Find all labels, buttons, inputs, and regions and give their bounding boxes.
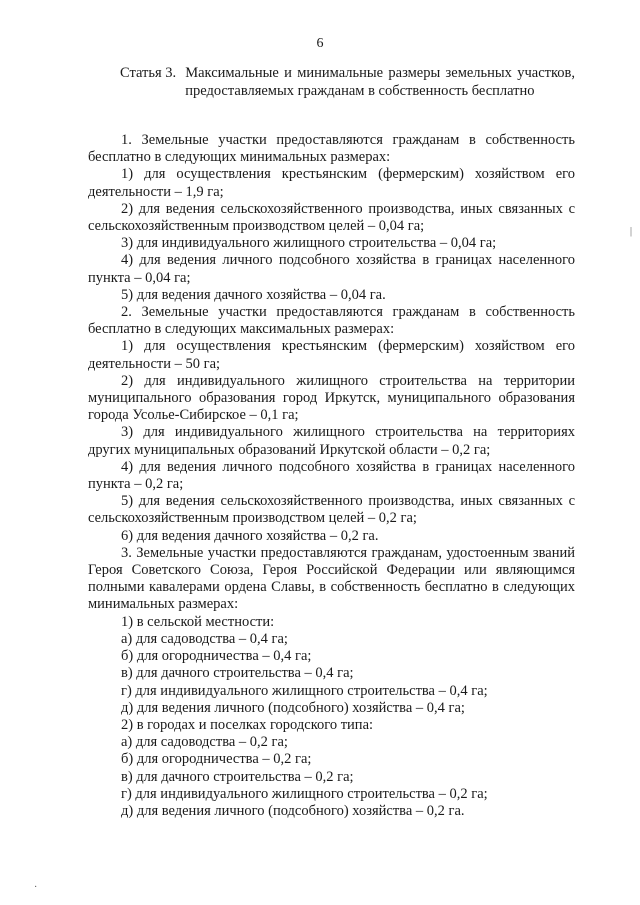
- article-title: Максимальные и минимальные размеры земельных участков, предоставляемых гражданам в собственность бесплатно: [185, 65, 575, 99]
- list-item: 5) для ведения дачного хозяйства – 0,04 га.: [121, 286, 386, 303]
- list-item: 1) для осуществления крестьянским (фермерским) хозяйством его деятельности – 50 га;: [88, 338, 575, 372]
- list-item: а) для садоводства – 0,4 га;: [121, 630, 288, 647]
- article-heading: [120, 64, 575, 100]
- list-item: 5) для ведения сельскохозяйственного производства, иных связанных с сельскохозяйственным производством целей – 0,2 га;: [88, 493, 575, 527]
- list-item: 4) для ведения личного подсобного хозяйства в границах населенного пункта – 0,2 га;: [88, 458, 575, 493]
- list-item: 2) в городах и поселках городского типа:: [121, 716, 374, 733]
- list-item: 3) для индивидуального жилищного строительства – 0,04 га;: [121, 235, 497, 252]
- list-item: г) для индивидуального жилищного строительства – 0,4 га;: [121, 682, 488, 699]
- list-item: 4) для ведения личного подсобного хозяйства в границах населенного пункта – 0,04 га;: [88, 252, 575, 286]
- article-label: Статья 3.: [120, 65, 177, 81]
- list-item: 2) для ведения сельскохозяйственного производства, иных связанных с сельскохозяйственным производством целей – 0,04 га;: [88, 200, 575, 235]
- paragraph: 1. Земельные участки предоставляются гражданам в собственность бесплатно в следующих минимальных размерах:: [88, 132, 575, 166]
- paragraph: 2. Земельные участки предоставляются гражданам в собственность бесплатно в следующих максимальных размерах:: [88, 304, 575, 338]
- scan-mark: |: [630, 226, 633, 237]
- list-item: б) для огородничества – 0,4 га;: [121, 648, 312, 665]
- list-item: а) для садоводства – 0,2 га;: [121, 734, 288, 751]
- list-item: в) для дачного строительства – 0,2 га;: [121, 768, 354, 785]
- list-item: д) для ведения личного (подсобного) хозяйства – 0,4 га;: [121, 699, 465, 716]
- list-item: 6) для ведения дачного хозяйства – 0,2 га.: [121, 527, 379, 544]
- paragraph: 3. Земельные участки предоставляются гражданам, удостоенным званий Героя Советского Союза, Героя Российской Федерации или являющимся полными кавалерами ордена Славы, в собственность бесплатно в следующих минимальных размерах:: [88, 544, 575, 613]
- list-item: 3) для индивидуального жилищного строительства на территориях других муниципальных образований Иркутской области – 0,2 га;: [88, 424, 575, 458]
- page-number: 6: [316, 36, 324, 51]
- document-body: [88, 132, 575, 820]
- list-item: б) для огородничества – 0,2 га;: [121, 751, 312, 768]
- list-item: 1) для осуществления крестьянским (фермерским) хозяйством его деятельности – 1,9 га;: [88, 166, 575, 200]
- list-item: 1) в сельской местности:: [121, 613, 275, 630]
- list-item: д) для ведения личного (подсобного) хозяйства – 0,2 га.: [121, 802, 465, 819]
- list-item: 2) для индивидуального жилищного строительства на территории муниципального образования город Иркутск, муниципального образования города Усолье-Сибирское – 0,1 га;: [88, 372, 575, 424]
- list-item: г) для индивидуального жилищного строительства – 0,2 га;: [121, 785, 488, 802]
- scan-mark: ·: [34, 882, 38, 893]
- list-item: в) для дачного строительства – 0,4 га;: [121, 665, 354, 682]
